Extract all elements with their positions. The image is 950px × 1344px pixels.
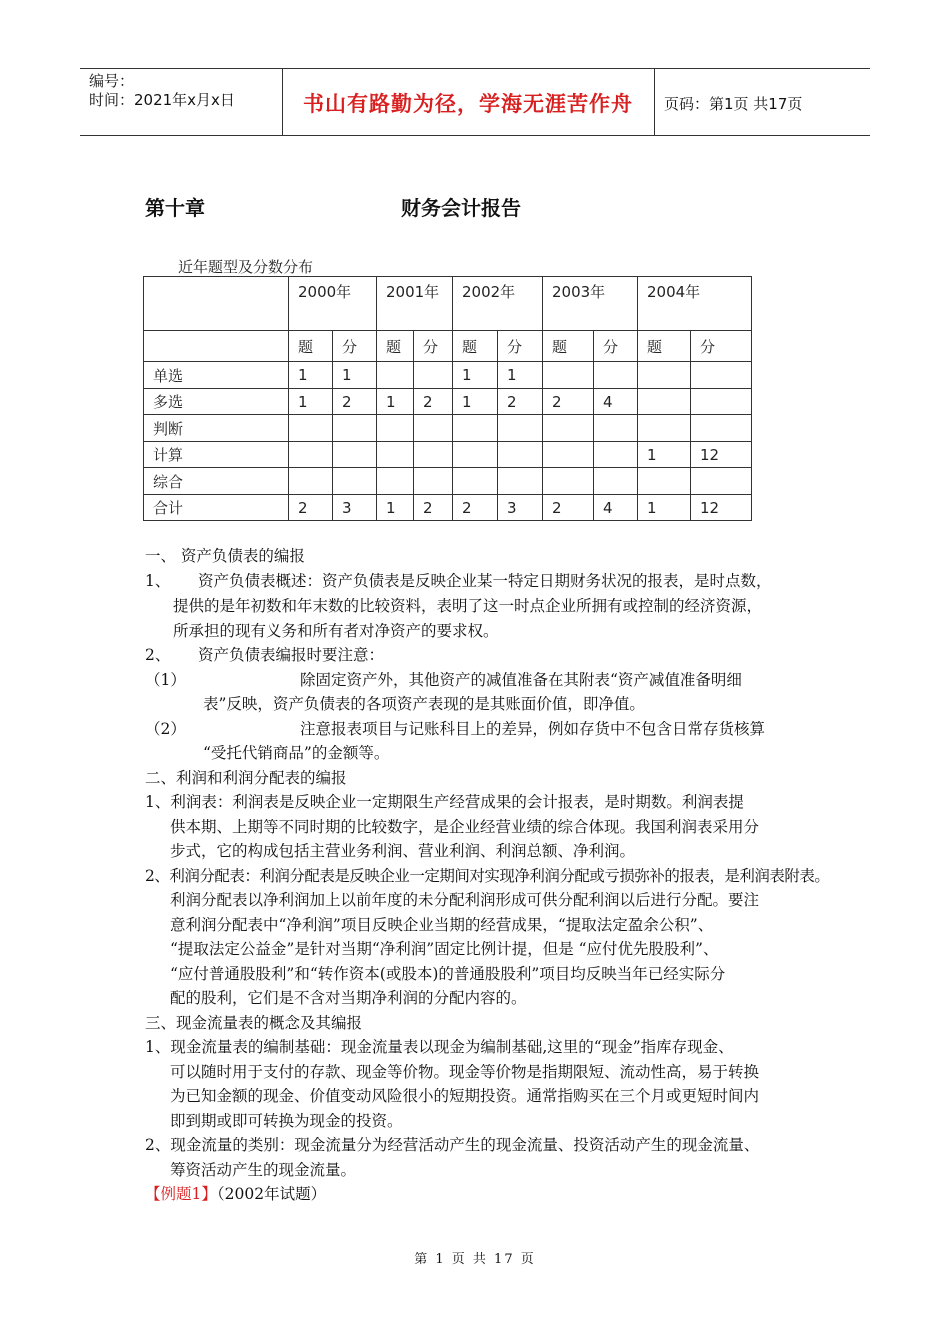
number-label: 编号：	[89, 72, 135, 90]
table-cell	[333, 468, 377, 495]
header-page-info: 页码：第1页 共17页	[664, 95, 803, 113]
s1-item1-line1: 资产负债表概述：资产负债表是反映企业某一特定日期财务状况的报表，是时点数，	[198, 572, 772, 590]
row-label: 计算	[144, 441, 289, 468]
sub-header: 分	[333, 331, 377, 362]
table-row	[144, 441, 752, 468]
table-cell: 2	[498, 388, 543, 415]
table-cell: 1	[377, 388, 414, 415]
table-cell: 1	[453, 388, 498, 415]
table-cell	[289, 468, 333, 495]
table-cell	[453, 441, 498, 468]
section-2-title: 二、利润和利润分配表的编报	[145, 769, 347, 787]
year-header: 2004年	[638, 277, 752, 331]
row-label: 判断	[144, 415, 289, 442]
table-cell	[543, 362, 594, 389]
table-cell	[691, 468, 752, 495]
header-motto: 书山有路勤为径，学海无涯苦作舟	[303, 92, 633, 116]
s2-item2-line6: 配的股利，它们是不含对当期净利润的分配内容的。	[170, 989, 527, 1007]
table-cell	[414, 415, 453, 442]
s3-item1-line4: 即到期或即可转换为现金的投资。	[170, 1112, 403, 1130]
table-cell	[498, 415, 543, 442]
year-header: 2002年	[453, 277, 543, 331]
date-label: 时间：2021年x月x日	[89, 91, 235, 109]
s3-item1-line1: 1、现金流量表的编制基础：现金流量表以现金为编制基础,这里的“现金”指库存现金、	[145, 1038, 734, 1056]
table-cell: 2	[414, 388, 453, 415]
table-cell: 3	[333, 494, 377, 521]
sub-header-row	[144, 331, 752, 362]
sub-header: 分	[498, 331, 543, 362]
s3-item1-line3: 为已知金额的现金、价值变动风险很小的短期投资。通常指购买在三个月或更短时间内	[170, 1087, 760, 1105]
table-cell: 1	[377, 494, 414, 521]
table-row	[144, 415, 752, 442]
table-row	[144, 468, 752, 495]
sub-header: 题	[638, 331, 691, 362]
s2-item2-line2: 利润分配表以净利润加上以前年度的未分配利润形成可供分配利润以后进行分配。要注	[170, 891, 760, 909]
s3-item2-line1: 2、现金流量的类别：现金流量分为经营活动产生的现金流量、投资活动产生的现金流量、	[145, 1136, 760, 1154]
s1-note1-num: （1）	[145, 671, 186, 689]
s3-item2-line2: 筹资活动产生的现金流量。	[170, 1161, 357, 1179]
table-cell: 2	[333, 388, 377, 415]
s1-note1-line1: 除固定资产外，其他资产的减值准备在其附表“资产减值准备明细	[300, 671, 742, 689]
table-cell	[289, 441, 333, 468]
row-label: 单选	[144, 362, 289, 389]
table-cell: 1	[289, 362, 333, 389]
sub-header: 分	[414, 331, 453, 362]
section-1-title: 一、 资产负债表的编报	[145, 547, 305, 565]
table-cell: 2	[453, 494, 498, 521]
score-body	[144, 362, 752, 521]
table-cell	[594, 362, 638, 389]
chapter-title: 财务会计报告	[401, 196, 521, 220]
table-cell: 4	[594, 494, 638, 521]
s2-item1-line1: 1、利润表：利润表是反映企业一定期限生产经营成果的会计报表，是时期数。利润表提	[145, 793, 744, 811]
table-cell: 1	[638, 494, 691, 521]
table-cell	[414, 441, 453, 468]
sub-header: 题	[289, 331, 333, 362]
table-cell: 1	[289, 388, 333, 415]
row-label: 多选	[144, 388, 289, 415]
s2-item2-line5: “应付普通股股利”和“转作资本(或股本)的普通股股利”项目均反映当年已经实际分	[170, 965, 726, 983]
table-cell	[594, 415, 638, 442]
s1-item1-line2: 提供的是年初数和年末数的比较资料，表明了这一时点企业所拥有或控制的经济资源，	[173, 597, 763, 615]
table-cell	[377, 415, 414, 442]
table-cell	[453, 415, 498, 442]
table-cell: 2	[289, 494, 333, 521]
table-caption: 近年题型及分数分布	[178, 258, 314, 276]
table-cell	[498, 441, 543, 468]
s1-note1-line2: 表”反映，资产负债表的各项资产表现的是其账面价值，即净值。	[203, 695, 645, 713]
table-cell: 12	[691, 441, 752, 468]
header-meta	[89, 72, 235, 110]
s1-item2-num: 2、	[145, 646, 171, 664]
table-cell: 4	[594, 388, 638, 415]
table-cell	[691, 415, 752, 442]
table-cell	[638, 415, 691, 442]
s1-note2-num: （2）	[145, 720, 186, 738]
s2-item1-line2: 供本期、上期等不同时期的比较数字，是企业经营业绩的综合体现。我国利润表采用分	[170, 818, 760, 836]
page-footer: 第 1 页 共 17 页	[414, 1252, 536, 1267]
table-cell: 12	[691, 494, 752, 521]
table-cell	[543, 441, 594, 468]
table-cell	[594, 468, 638, 495]
table-cell	[594, 441, 638, 468]
sub-header: 分	[691, 331, 752, 362]
corner-cell	[144, 277, 289, 331]
sub-header: 题	[453, 331, 498, 362]
s2-item2-line4: “提取法定公益金”是针对当期“净利润”固定比例计提，但是 “应付优先股股利”、	[170, 940, 719, 958]
label-cell	[144, 331, 289, 362]
score-table	[143, 276, 752, 521]
table-row	[144, 388, 752, 415]
table-cell	[638, 468, 691, 495]
table-cell	[543, 468, 594, 495]
year-header: 2000年	[289, 277, 377, 331]
sub-header: 题	[543, 331, 594, 362]
table-cell: 1	[333, 362, 377, 389]
header-divider-right	[654, 68, 655, 135]
s1-note2-line2: “受托代销商品”的金额等。	[203, 744, 390, 762]
chapter-number: 第十章	[145, 196, 205, 220]
table-cell	[453, 468, 498, 495]
table-cell: 2	[543, 494, 594, 521]
table-cell: 2	[414, 494, 453, 521]
s1-item1-line3: 所承担的现有义务和所有者对净资产的要求权。	[173, 622, 499, 640]
header-bottom-rule	[80, 135, 870, 136]
table-cell	[377, 441, 414, 468]
s2-item2-line1: 2、利润分配表：利润分配表是反映企业一定期间对实现净利润分配或亏损弥补的报表，是利润表附表。	[145, 867, 830, 885]
table-cell	[333, 441, 377, 468]
header-top-rule	[80, 68, 870, 69]
row-label: 综合	[144, 468, 289, 495]
sub-header: 分	[594, 331, 638, 362]
example-label: 【例题1】	[145, 1185, 217, 1203]
table-cell	[377, 362, 414, 389]
table-cell: 1	[498, 362, 543, 389]
section-3-title: 三、现金流量表的概念及其编报	[145, 1014, 363, 1032]
s1-item2-line1: 资产负债表编报时要注意：	[198, 646, 385, 664]
table-row	[144, 362, 752, 389]
s1-item1-num: 1、	[145, 572, 171, 590]
year-header-row	[144, 277, 752, 331]
table-cell	[498, 468, 543, 495]
table-cell	[543, 415, 594, 442]
table-cell	[333, 415, 377, 442]
row-label: 合计	[144, 494, 289, 521]
table-cell	[377, 468, 414, 495]
table-cell: 1	[638, 441, 691, 468]
example-note: （2002年试题）	[216, 1185, 327, 1203]
table-cell: 2	[543, 388, 594, 415]
s2-item2-line3: 意利润分配表中“净利润”项目反映企业当期的经营成果，“提取法定盈余公积”、	[170, 916, 714, 934]
table-cell	[414, 468, 453, 495]
table-cell	[414, 362, 453, 389]
table-cell	[638, 388, 691, 415]
table-row	[144, 494, 752, 521]
table-cell	[638, 362, 691, 389]
s2-item1-line3: 步式，它的构成包括主营业务利润、营业利润、利润总额、净利润。	[170, 842, 636, 860]
sub-header: 题	[377, 331, 414, 362]
table-cell: 3	[498, 494, 543, 521]
year-header: 2003年	[543, 277, 638, 331]
table-cell	[691, 362, 752, 389]
s1-note2-line1: 注意报表项目与记账科目上的差异，例如存货中不包含日常存货核算	[300, 720, 766, 738]
example-line	[145, 1182, 326, 1207]
table-cell	[691, 388, 752, 415]
s3-item1-line2: 可以随时用于支付的存款、现金等价物。现金等价物是指期限短、流动性高，易于转换	[170, 1063, 760, 1081]
year-header: 2001年	[377, 277, 453, 331]
table-cell: 1	[453, 362, 498, 389]
table-cell	[289, 415, 333, 442]
